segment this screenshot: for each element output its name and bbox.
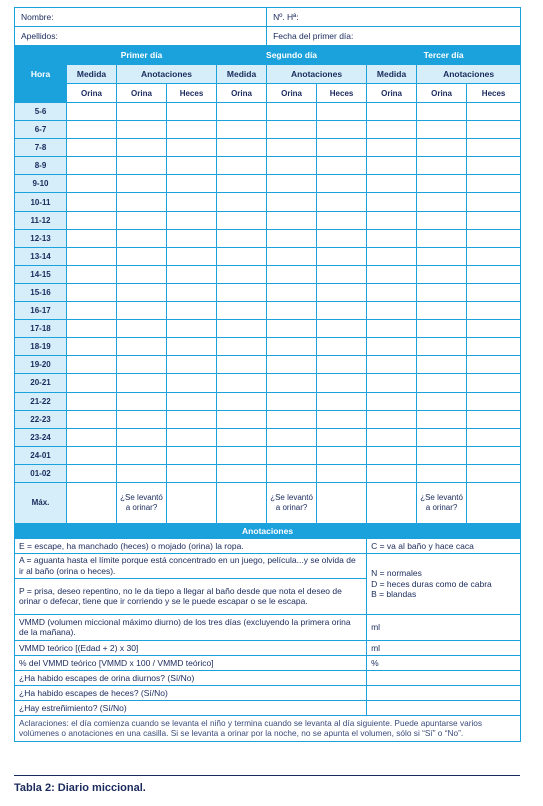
entry-cell[interactable] (317, 302, 367, 320)
nombre-field[interactable]: Nombre: (15, 8, 267, 27)
orina-subheader: Orina (117, 84, 167, 103)
entry-cell[interactable] (417, 247, 467, 265)
entry-cell[interactable] (217, 428, 267, 446)
entry-cell[interactable] (217, 157, 267, 175)
entry-cell[interactable] (267, 392, 317, 410)
entry-cell[interactable] (267, 283, 317, 301)
hour-row (15, 320, 521, 338)
hour-label: 20-21 (15, 374, 67, 392)
hour-label: 19-20 (15, 356, 67, 374)
entry-cell[interactable] (167, 139, 217, 157)
table-caption: Tabla 2: Diario miccional. (14, 775, 520, 794)
entry-cell[interactable] (467, 446, 521, 464)
medida-header: Medida (367, 65, 417, 84)
hour-label: 10-11 (15, 193, 67, 211)
entry-cell[interactable] (417, 356, 467, 374)
entry-cell[interactable] (217, 320, 267, 338)
entry-cell[interactable] (317, 247, 367, 265)
entry-cell[interactable] (317, 265, 367, 283)
entry-cell[interactable] (467, 121, 521, 139)
entry-cell[interactable] (467, 283, 521, 301)
hour-row (15, 428, 521, 446)
hour-label: 6-7 (15, 121, 67, 139)
entry-cell[interactable] (317, 193, 367, 211)
entry-cell[interactable] (467, 356, 521, 374)
entry-cell[interactable] (117, 410, 167, 428)
vmmd-teorico-value[interactable]: ml (367, 640, 521, 655)
entry-cell[interactable] (117, 229, 167, 247)
entry-cell[interactable] (167, 265, 217, 283)
entry-cell[interactable] (367, 139, 417, 157)
entry-cell[interactable] (117, 374, 167, 392)
entry-cell[interactable] (117, 265, 167, 283)
hour-row (15, 211, 521, 229)
entry-cell[interactable] (67, 211, 117, 229)
entry-cell[interactable] (317, 428, 367, 446)
entry-cell[interactable] (467, 428, 521, 446)
day-header-1: Primer día (67, 46, 217, 65)
entry-cell[interactable] (167, 247, 217, 265)
entry-cell[interactable] (117, 283, 167, 301)
hour-label: 16-17 (15, 302, 67, 320)
entry-cell[interactable] (67, 265, 117, 283)
max-cell[interactable] (217, 482, 267, 523)
entry-cell[interactable] (117, 211, 167, 229)
orina-subheader: Orina (367, 84, 417, 103)
entry-cell[interactable] (317, 410, 367, 428)
escapes-orina-answer[interactable] (367, 670, 521, 685)
entry-cell[interactable] (217, 121, 267, 139)
entry-cell[interactable] (167, 103, 217, 121)
entry-cell[interactable] (467, 247, 521, 265)
hour-row (15, 247, 521, 265)
hour-label: 12-13 (15, 229, 67, 247)
entry-cell[interactable] (367, 157, 417, 175)
hour-label: 22-23 (15, 410, 67, 428)
entry-cell[interactable] (117, 193, 167, 211)
apellidos-field[interactable]: Apellidos: (15, 27, 267, 46)
hour-label: 8-9 (15, 157, 67, 175)
entry-cell[interactable] (167, 428, 217, 446)
entry-cell[interactable] (117, 121, 167, 139)
entry-cell[interactable] (167, 175, 217, 193)
entry-cell[interactable] (267, 211, 317, 229)
entry-cell[interactable] (417, 265, 467, 283)
entry-cell[interactable] (467, 338, 521, 356)
entry-cell[interactable] (317, 392, 367, 410)
entry-cell[interactable] (367, 464, 417, 482)
stool-codes: N = normales D = heces duras como de cabra B = blandas (367, 553, 521, 614)
entry-cell[interactable] (167, 446, 217, 464)
entry-cell[interactable] (367, 193, 417, 211)
entry-cell[interactable] (267, 410, 317, 428)
max-cell[interactable] (67, 482, 117, 523)
entry-cell[interactable] (267, 175, 317, 193)
entry-cell[interactable] (467, 464, 521, 482)
entry-cell[interactable] (217, 446, 267, 464)
hour-label: 9-10 (15, 175, 67, 193)
entry-cell[interactable] (167, 320, 217, 338)
entry-cell[interactable] (367, 103, 417, 121)
entry-cell[interactable] (317, 446, 367, 464)
hour-row (15, 229, 521, 247)
entry-cell[interactable] (467, 392, 521, 410)
entry-cell[interactable] (267, 356, 317, 374)
anotaciones-header: Anotaciones (267, 65, 367, 84)
entry-cell[interactable] (417, 211, 467, 229)
entry-cell[interactable] (67, 157, 117, 175)
entry-cell[interactable] (217, 374, 267, 392)
entry-cell[interactable] (67, 446, 117, 464)
entry-cell[interactable] (267, 464, 317, 482)
entry-cell[interactable] (167, 211, 217, 229)
entry-cell[interactable] (167, 302, 217, 320)
hour-row (15, 265, 521, 283)
entry-cell[interactable] (217, 193, 267, 211)
entry-cell[interactable] (267, 103, 317, 121)
entry-cell[interactable] (67, 410, 117, 428)
hour-label: 7-8 (15, 139, 67, 157)
hour-label: 17-18 (15, 320, 67, 338)
hour-row (15, 193, 521, 211)
entry-cell[interactable] (117, 464, 167, 482)
entry-cell[interactable] (417, 157, 467, 175)
entry-cell[interactable] (467, 320, 521, 338)
entry-cell[interactable] (217, 175, 267, 193)
entry-cell[interactable] (467, 103, 521, 121)
annotation-code: C = va al baño y hace caca (367, 538, 521, 553)
hour-label: 14-15 (15, 265, 67, 283)
day-header-2: Segundo día (217, 46, 367, 65)
entry-cell[interactable] (67, 121, 117, 139)
entry-cell[interactable] (267, 247, 317, 265)
entry-cell[interactable] (67, 356, 117, 374)
entry-cell[interactable] (217, 302, 267, 320)
entry-cell[interactable] (417, 121, 467, 139)
entry-cell[interactable] (367, 121, 417, 139)
entry-cell[interactable] (367, 229, 417, 247)
hour-row (15, 446, 521, 464)
hour-row (15, 139, 521, 157)
entry-cell[interactable] (67, 302, 117, 320)
max-label: Máx. (15, 482, 67, 523)
entry-cell[interactable] (267, 157, 317, 175)
entry-cell[interactable] (467, 410, 521, 428)
hour-label: 5-6 (15, 103, 67, 121)
entry-cell[interactable] (267, 320, 317, 338)
escapes-orina-question: ¿Ha habido escapes de orina diurnos? (Sí/No) (15, 670, 367, 685)
entry-cell[interactable] (167, 356, 217, 374)
historia-field[interactable]: Nº. Hª: (267, 8, 521, 27)
entry-cell[interactable] (267, 374, 317, 392)
entry-cell[interactable] (117, 428, 167, 446)
entry-cell[interactable] (167, 193, 217, 211)
entry-cell[interactable] (217, 410, 267, 428)
entry-cell[interactable] (317, 283, 367, 301)
entry-cell[interactable] (117, 446, 167, 464)
day-header-3: Tercer día (367, 46, 521, 65)
entry-cell[interactable] (467, 302, 521, 320)
orina-subheader: Orina (217, 84, 267, 103)
entry-cell[interactable] (317, 320, 367, 338)
hour-row (15, 410, 521, 428)
vmmd-percent-value[interactable]: % (367, 655, 521, 670)
entry-cell[interactable] (267, 139, 317, 157)
entry-cell[interactable] (117, 139, 167, 157)
estrenimiento-answer[interactable] (367, 700, 521, 715)
entry-cell[interactable] (317, 464, 367, 482)
entry-cell[interactable] (317, 211, 367, 229)
entry-cell[interactable] (367, 374, 417, 392)
entry-cell[interactable] (467, 175, 521, 193)
entry-cell[interactable] (417, 338, 467, 356)
anotaciones-header: Anotaciones (417, 65, 521, 84)
entry-cell[interactable] (117, 175, 167, 193)
entry-cell[interactable] (267, 446, 317, 464)
max-cell[interactable] (317, 482, 367, 523)
entry-cell[interactable] (217, 283, 267, 301)
entry-cell[interactable] (317, 229, 367, 247)
entry-cell[interactable] (217, 211, 267, 229)
hour-row (15, 392, 521, 410)
vmmd-teorico-label: VMMD teórico [(Edad + 2) x 30] (15, 640, 367, 655)
hora-header: Hora (15, 46, 67, 103)
levanto-cell[interactable]: ¿Se levantó a orinar? (267, 482, 317, 523)
orina-subheader: Orina (267, 84, 317, 103)
entry-cell[interactable] (67, 320, 117, 338)
max-cell[interactable] (167, 482, 217, 523)
entry-cell[interactable] (367, 265, 417, 283)
entry-cell[interactable] (467, 139, 521, 157)
entry-cell[interactable] (417, 374, 467, 392)
entry-cell[interactable] (217, 464, 267, 482)
entry-cell[interactable] (217, 229, 267, 247)
annotations-title: Anotaciones (15, 523, 521, 538)
entry-cell[interactable] (417, 410, 467, 428)
hour-row (15, 103, 521, 121)
escapes-heces-answer[interactable] (367, 685, 521, 700)
hour-row (15, 302, 521, 320)
vmmd-label: VMMD (volumen miccional máximo diurno) de los tres días (excluyendo la primera orina de la mañana). (15, 614, 367, 640)
entry-cell[interactable] (317, 175, 367, 193)
entry-cell[interactable] (217, 139, 267, 157)
entry-cell[interactable] (417, 103, 467, 121)
entry-cell[interactable] (267, 338, 317, 356)
entry-cell[interactable] (217, 392, 267, 410)
hour-row (15, 157, 521, 175)
entry-cell[interactable] (67, 392, 117, 410)
hour-label: 13-14 (15, 247, 67, 265)
hour-label: 11-12 (15, 211, 67, 229)
entry-cell[interactable] (117, 338, 167, 356)
clarifications-note: Aclaraciones: el día comienza cuando se levanta el niño y termina cuando se levanta al día siguiente. Puede apuntarse varios volúmenes o anotaciones en una casilla. Si se levanta a orinar por la noche, no se apunta el volumen, sólo si “Sí” o “No”. (15, 715, 521, 741)
entry-cell[interactable] (267, 265, 317, 283)
entry-cell[interactable] (317, 338, 367, 356)
entry-cell[interactable] (367, 446, 417, 464)
entry-cell[interactable] (317, 103, 367, 121)
anotaciones-header: Anotaciones (117, 65, 217, 84)
entry-cell[interactable] (67, 283, 117, 301)
entry-cell[interactable] (267, 193, 317, 211)
entry-cell[interactable] (417, 139, 467, 157)
hour-row (15, 121, 521, 139)
entry-cell[interactable] (167, 121, 217, 139)
entry-cell[interactable] (67, 338, 117, 356)
entry-cell[interactable] (267, 121, 317, 139)
hour-label: 24-01 (15, 446, 67, 464)
heces-subheader: Heces (317, 84, 367, 103)
entry-cell[interactable] (67, 247, 117, 265)
max-cell[interactable] (467, 482, 521, 523)
entry-cell[interactable] (467, 193, 521, 211)
annotation-text: E = escape, ha manchado (heces) o mojado (orina) la ropa. (15, 538, 367, 553)
entry-cell[interactable] (117, 302, 167, 320)
entry-cell[interactable] (167, 338, 217, 356)
entry-cell[interactable] (317, 374, 367, 392)
entry-cell[interactable] (417, 446, 467, 464)
entry-cell[interactable] (67, 175, 117, 193)
voiding-diary (14, 7, 520, 742)
entry-cell[interactable] (117, 103, 167, 121)
entry-cell[interactable] (217, 103, 267, 121)
entry-cell[interactable] (417, 302, 467, 320)
entry-cell[interactable] (67, 139, 117, 157)
entry-cell[interactable] (167, 392, 217, 410)
orina-subheader: Orina (67, 84, 117, 103)
entry-cell[interactable] (67, 193, 117, 211)
entry-cell[interactable] (417, 283, 467, 301)
entry-cell[interactable] (167, 283, 217, 301)
entry-cell[interactable] (217, 265, 267, 283)
entry-cell[interactable] (417, 428, 467, 446)
entry-cell[interactable] (117, 247, 167, 265)
entry-cell[interactable] (267, 302, 317, 320)
hour-label: 15-16 (15, 283, 67, 301)
medida-header: Medida (217, 65, 267, 84)
entry-cell[interactable] (67, 428, 117, 446)
medida-header: Medida (67, 65, 117, 84)
max-cell[interactable] (367, 482, 417, 523)
hour-label: 18-19 (15, 338, 67, 356)
hour-row (15, 464, 521, 482)
entry-cell[interactable] (467, 157, 521, 175)
annotation-text: P = prisa, deseo repentino, no le da tiepo a llegar al baño desde que nota el deseo de orinar o defecar, tiene que ir corriendo y se le puede escapar o se le escapa. (15, 578, 367, 614)
entry-cell[interactable] (417, 229, 467, 247)
entry-cell[interactable] (417, 464, 467, 482)
entry-cell[interactable] (217, 338, 267, 356)
entry-cell[interactable] (167, 464, 217, 482)
entry-cell[interactable] (67, 229, 117, 247)
entry-cell[interactable] (367, 410, 417, 428)
entry-cell[interactable] (67, 374, 117, 392)
entry-cell[interactable] (417, 175, 467, 193)
entry-cell[interactable] (117, 392, 167, 410)
entry-cell[interactable] (67, 464, 117, 482)
entry-cell[interactable] (317, 121, 367, 139)
levanto-cell[interactable]: ¿Se levantó a orinar? (117, 482, 167, 523)
vmmd-value[interactable]: ml (367, 614, 521, 640)
entry-cell[interactable] (317, 139, 367, 157)
entry-cell[interactable] (367, 338, 417, 356)
entry-cell[interactable] (317, 157, 367, 175)
entry-cell[interactable] (417, 320, 467, 338)
orina-subheader: Orina (417, 84, 467, 103)
hour-row (15, 338, 521, 356)
hour-row (15, 374, 521, 392)
entry-cell[interactable] (167, 157, 217, 175)
entry-cell[interactable] (367, 283, 417, 301)
entry-cell[interactable] (117, 157, 167, 175)
entry-cell[interactable] (117, 356, 167, 374)
entry-cell[interactable] (367, 392, 417, 410)
hour-row (15, 175, 521, 193)
entry-cell[interactable] (267, 428, 317, 446)
entry-cell[interactable] (367, 320, 417, 338)
entry-cell[interactable] (367, 211, 417, 229)
entry-cell[interactable] (367, 302, 417, 320)
entry-cell[interactable] (467, 211, 521, 229)
entry-cell[interactable] (367, 428, 417, 446)
hour-label: 01-02 (15, 464, 67, 482)
hour-row (15, 283, 521, 301)
levanto-cell[interactable]: ¿Se levantó a orinar? (417, 482, 467, 523)
annotation-text: A = aguanta hasta el límite porque está concentrado en un juego, película...y se olvida de ir al baño (orina o heces). (15, 553, 367, 578)
estrenimiento-question: ¿Hay estreñimiento? (Sí/No) (15, 700, 367, 715)
entry-cell[interactable] (367, 356, 417, 374)
fecha-field[interactable]: Fecha del primer día: (267, 27, 521, 46)
heces-subheader: Heces (467, 84, 521, 103)
entry-cell[interactable] (67, 103, 117, 121)
hour-row (15, 356, 521, 374)
entry-cell[interactable] (467, 229, 521, 247)
entry-cell[interactable] (117, 320, 167, 338)
entry-cell[interactable] (167, 229, 217, 247)
entry-cell[interactable] (467, 374, 521, 392)
escapes-heces-question: ¿Ha habido escapes de heces? (Sí/No) (15, 685, 367, 700)
hour-label: 23-24 (15, 428, 67, 446)
entry-cell[interactable] (367, 175, 417, 193)
vmmd-percent-label: % del VMMD teórico [VMMD x 100 / VMMD teórico] (15, 655, 367, 670)
entry-cell[interactable] (467, 265, 521, 283)
entry-cell[interactable] (217, 356, 267, 374)
entry-cell[interactable] (267, 229, 317, 247)
heces-subheader: Heces (167, 84, 217, 103)
entry-cell[interactable] (417, 193, 467, 211)
hour-label: 21-22 (15, 392, 67, 410)
entry-cell[interactable] (367, 247, 417, 265)
entry-cell[interactable] (167, 410, 217, 428)
diary-table (14, 7, 521, 742)
entry-cell[interactable] (217, 247, 267, 265)
entry-cell[interactable] (317, 356, 367, 374)
entry-cell[interactable] (417, 392, 467, 410)
entry-cell[interactable] (167, 374, 217, 392)
